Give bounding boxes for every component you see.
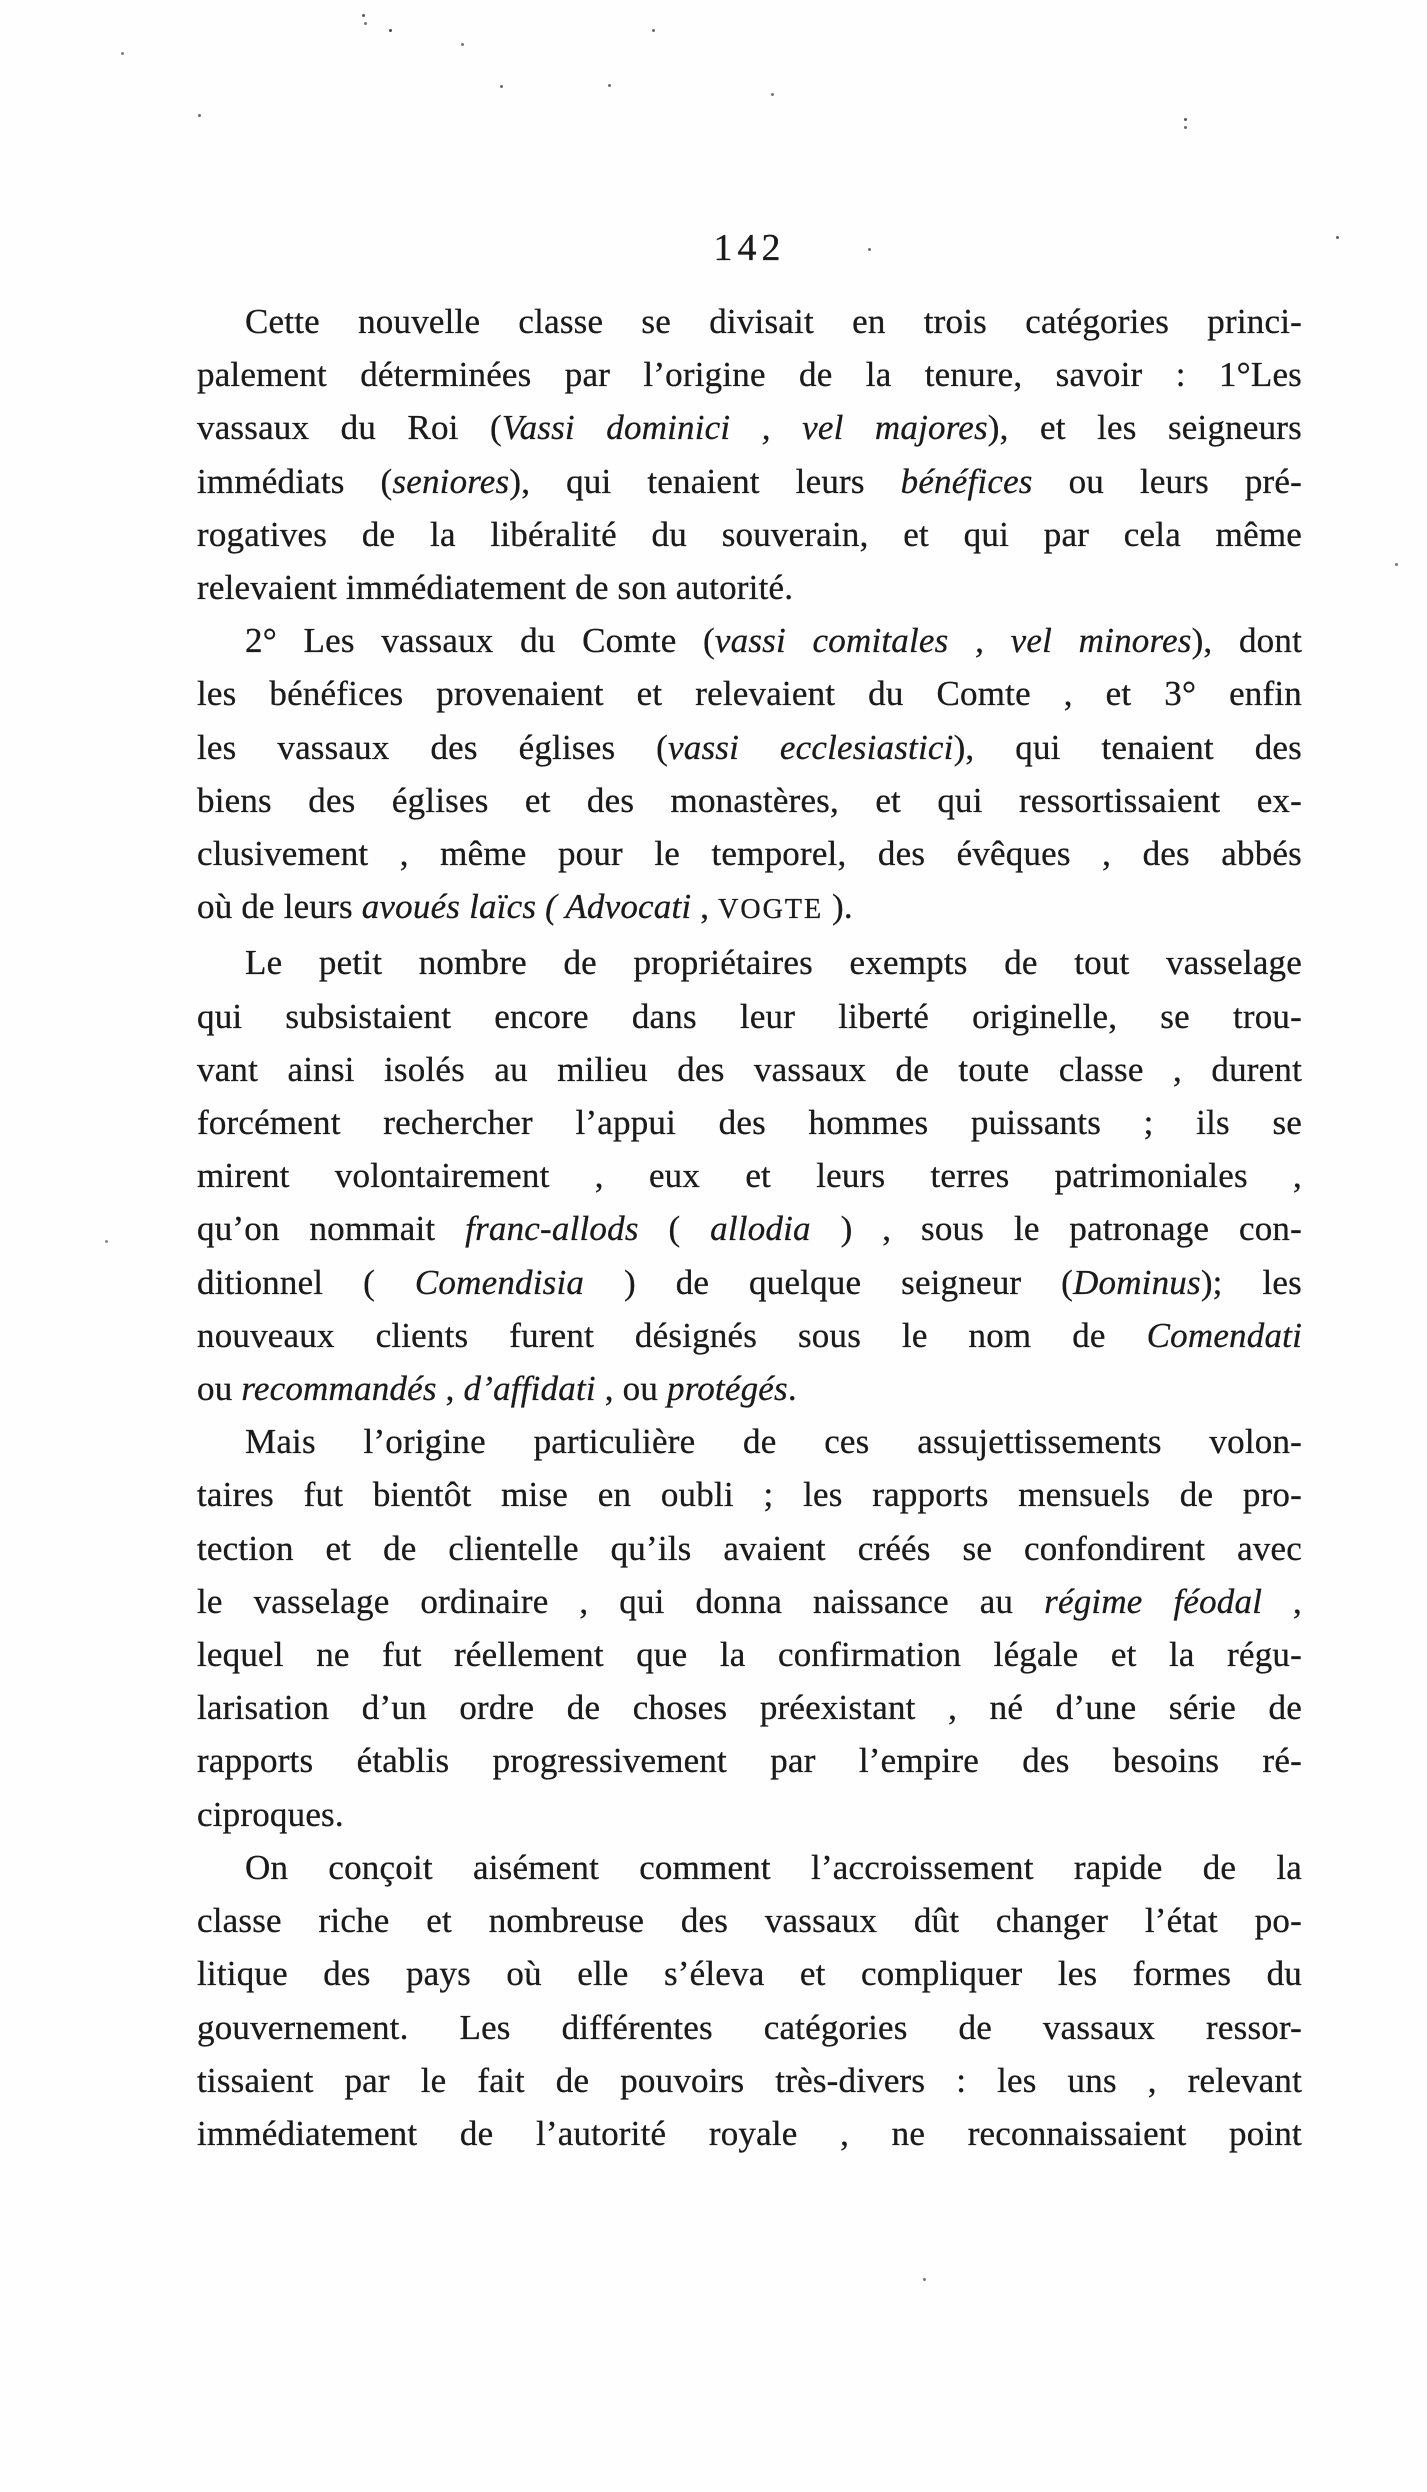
text-line — [197, 880, 1302, 936]
text-line — [197, 1575, 1302, 1628]
text-run: tection et de clientelle qu’ils avaient créés se confondirent avec — [197, 1528, 1302, 1568]
text-line — [197, 1096, 1302, 1149]
text-line — [197, 561, 1302, 614]
text-line — [197, 774, 1302, 827]
italic-text-run: régime féodal — [1044, 1581, 1263, 1621]
text-line — [197, 1415, 1302, 1468]
text-run: immédiatement de l’autorité royale , ne reconnaissaient point — [197, 2113, 1302, 2153]
text-run: biens des églises et des monastères, et qui ressortissaient ex- — [197, 780, 1302, 820]
text-run: ), qui tenaient des — [953, 727, 1302, 767]
italic-text-run: Vassi dominici , vel majores — [501, 408, 988, 448]
italic-text-run: Dominus — [1073, 1262, 1201, 1302]
text-run: immédiats ( — [197, 461, 393, 501]
page-number: 142 — [713, 227, 786, 269]
text-run: ou — [197, 1369, 242, 1409]
italic-text-run: protégés — [667, 1369, 788, 1409]
italic-text-run: bénéfices — [900, 461, 1033, 501]
text-run: ). — [823, 887, 853, 927]
text-run: lequel ne fut réellement que la confirmation légale et la régu- — [197, 1635, 1302, 1675]
text-run: ) de quelque seigneur ( — [584, 1262, 1074, 1302]
italic-text-run: vassi comitales , vel minores — [714, 621, 1192, 661]
text-line — [197, 1202, 1302, 1255]
text-line — [197, 401, 1302, 454]
text-run: relevaient immédiatement de son autorité. — [197, 568, 794, 608]
italic-text-run: recommandés — [241, 1369, 437, 1409]
text-block — [197, 295, 1302, 2160]
text-run: le vasselage ordinaire , qui donna naissance au — [197, 1581, 1045, 1621]
text-line — [197, 1734, 1302, 1787]
text-run: nouveaux clients furent désignés sous le nom de — [197, 1315, 1147, 1355]
text-run: gouvernement. Les différentes catégories de vassaux ressor- — [197, 2007, 1302, 2047]
text-line — [197, 2054, 1302, 2107]
text-line — [197, 508, 1302, 561]
text-run: Mais l’origine particulière de ces assujettissements volon- — [245, 1422, 1302, 1462]
text-run: vassaux du Roi ( — [197, 408, 502, 448]
text-line — [197, 667, 1302, 720]
text-line — [197, 2001, 1302, 2054]
italic-text-run: allodia — [710, 1209, 811, 1249]
text-line — [197, 1628, 1302, 1681]
text-run: les vassaux des églises ( — [197, 727, 669, 767]
text-run: rogatives de la libéralité du souverain, et qui par cela même — [197, 514, 1302, 554]
text-run: litique des pays où elle s’éleva et compliquer les formes du — [197, 1954, 1302, 1994]
text-run: ciproques. — [197, 1794, 344, 1834]
text-run: Le petit nombre de propriétaires exempts de tout vasselage — [245, 943, 1302, 983]
text-run: ) , sous le patronage con- — [810, 1209, 1302, 1249]
italic-text-run: franc-allods — [465, 1209, 639, 1249]
text-run: On conçoit aisément comment l’accroissement rapide de la — [245, 1847, 1302, 1887]
text-run: , ou — [595, 1369, 668, 1409]
text-line — [197, 1362, 1302, 1415]
text-line — [197, 614, 1302, 667]
text-run: mirent volontairement , eux et leurs terres patrimoniales , — [197, 1156, 1302, 1196]
text-run: taires fut bientôt mise en oubli ; les rapports mensuels de pro- — [197, 1475, 1302, 1515]
text-line — [197, 1149, 1302, 1202]
text-line — [197, 1894, 1302, 1947]
text-run: les bénéfices provenaient et relevaient du Comte , et 3° enfin — [197, 674, 1302, 714]
text-run: ( — [638, 1209, 711, 1249]
italic-text-run: Comendati — [1146, 1315, 1302, 1355]
text-run: classe riche et nombreuse des vassaux dût changer l’état po- — [197, 1901, 1302, 1941]
text-run: ), qui tenaient leurs — [509, 461, 901, 501]
text-run: , — [691, 887, 719, 927]
italic-text-run: Comendisia — [414, 1262, 585, 1302]
text-run: ditionnel ( — [197, 1262, 415, 1302]
text-line — [197, 936, 1302, 989]
smallcaps-text-run: VOGTE — [718, 894, 824, 926]
text-line — [197, 1522, 1302, 1575]
text-run: , — [436, 1369, 464, 1409]
italic-text-run: seniores — [392, 461, 510, 501]
text-run: vant ainsi isolés au milieu des vassaux de toute classe , durent — [197, 1049, 1302, 1089]
text-line — [197, 990, 1302, 1043]
text-run: tissaient par le fait de pouvoirs très-divers : les uns , relevant — [197, 2060, 1302, 2100]
text-run: , — [1262, 1581, 1302, 1621]
scan-noise-specks — [0, 0, 3, 3]
text-line — [197, 1256, 1302, 1309]
text-run: . — [787, 1369, 797, 1409]
text-line — [197, 1468, 1302, 1521]
text-line — [197, 1043, 1302, 1096]
italic-text-run: d’affidati — [463, 1369, 596, 1409]
text-run: ); les — [1200, 1262, 1302, 1302]
text-run: qui subsistaient encore dans leur liberté originelle, se trou- — [197, 996, 1302, 1036]
text-run: ou leurs pré- — [1032, 461, 1303, 501]
italic-text-run: vassi ecclesiastici — [668, 727, 954, 767]
text-run: où de leurs — [197, 887, 362, 927]
text-run: clusivement , même pour le temporel, des évêques , des abbés — [197, 834, 1302, 874]
text-run: 2° Les vassaux du Comte ( — [245, 621, 715, 661]
text-line — [197, 721, 1302, 774]
text-run: ), dont — [1191, 621, 1303, 661]
text-line — [197, 1309, 1302, 1362]
text-line — [197, 827, 1302, 880]
text-line — [197, 455, 1302, 508]
text-run: palement déterminées par l’origine de la tenure, savoir : 1°Les — [197, 355, 1302, 395]
text-line — [197, 2107, 1302, 2160]
text-line — [197, 295, 1302, 348]
italic-text-run: avoués laïcs ( Advocati — [361, 887, 692, 927]
text-run: forcément rechercher l’appui des hommes puissants ; ils se — [197, 1103, 1302, 1143]
text-run: qu’on nommait — [197, 1209, 466, 1249]
text-run: ), et les seigneurs — [987, 408, 1302, 448]
text-line — [197, 1788, 1302, 1841]
text-line — [197, 1681, 1302, 1734]
text-line — [197, 1841, 1302, 1894]
text-run: Cette nouvelle classe se divisait en trois catégories princi- — [245, 302, 1302, 341]
text-line — [197, 348, 1302, 401]
text-run: larisation d’un ordre de choses préexistant , né d’une série de — [197, 1688, 1302, 1728]
text-line — [197, 1947, 1302, 2000]
text-run: rapports établis progressivement par l’empire des besoins ré- — [197, 1741, 1302, 1781]
